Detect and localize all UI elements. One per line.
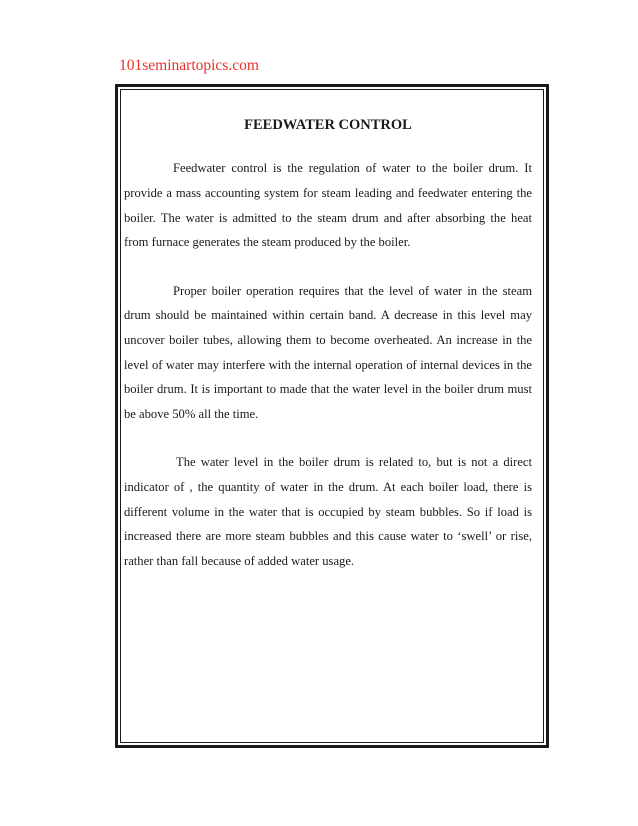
paragraph-1: Feedwater control is the regulation of water to the boiler drum. It provide a mass accounting system for steam leading and feedwater entering the boiler. The water is admitted to the steam drum and after absorbing the heat from furnace generates the steam produced by the boiler. <box>124 161 532 250</box>
paragraph-2: Proper boiler operation requires that the level of water in the steam drum should be maintained within certain band. A decrease in this level may uncover boiler tubes, allowing them to become overheated. An increase in the level of water may interfere with the internal operation of internal devices in the boiler drum. It is important to made that the water level in the boiler drum must be above 50% all the time. <box>124 283 532 421</box>
site-link[interactable]: 101seminartopics.com <box>119 57 259 74</box>
document-title: FEEDWATER CONTROL <box>244 117 412 133</box>
paragraph-3: The water level in the boiler drum is related to, but is not a direct indicator of , the quantity of water in the drum. At each boiler load, there is different volume in the water that is occupied by steam bubbles. So if load is increased there are more steam bubbles and this cause water to ‘swell’ or rise, rather than fall because of added water usage. <box>124 455 532 568</box>
document-body <box>124 117 532 597</box>
